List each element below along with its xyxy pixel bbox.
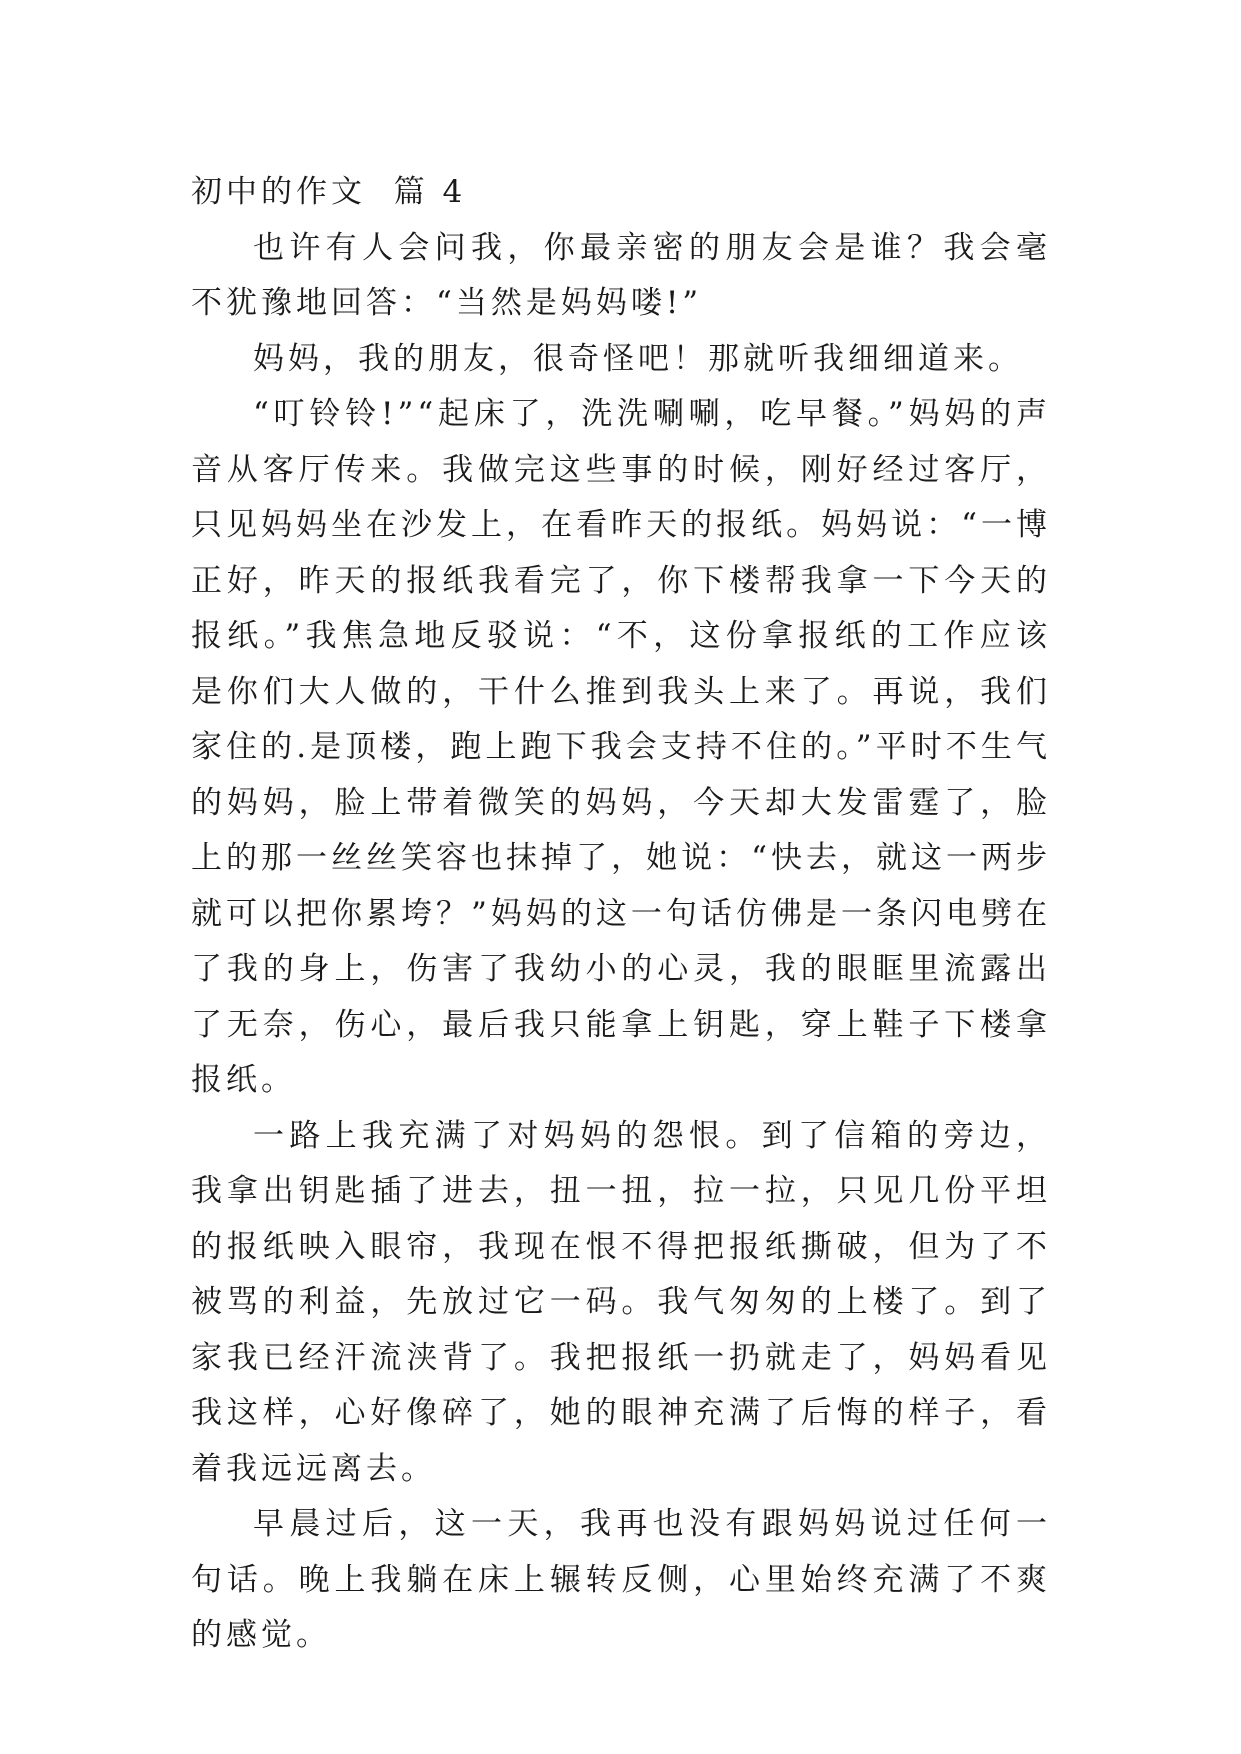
paragraph-3: “叮铃铃!”“起床了，洗洗唰唰，吃早餐。”妈妈的声音从客厅传来。我做完这些事的时候，刚好经过客厅，只见妈妈坐在沙发上，在看昨天的报纸。妈妈说：“一博正好，昨天的报纸我看完了，你下楼帮我拿一下今天的报纸。”我焦急地反驳说：“不，这份拿报纸的工作应该是你们大人做的，干什么推到我头上来了。再说，我们家住的.是顶楼，跑上跑下我会支持不住的。”平时不生气的妈妈，脸上带着微笑的妈妈，今天却大发雷霆了，脸上的那一丝丝笑容也抹掉了，她说：“快去，就这一两步就可以把你累垮？”妈妈的这一句话仿佛是一条闪电劈在了我的身上，伤害了我幼小的心灵，我的眼眶里流露出了无奈，伤心，最后我只能拿上钥匙，穿上鞋子下楼拿报纸。 <box>191 396 1051 1098</box>
paragraph-2: 妈妈，我的朋友，很奇怪吧！那就听我细细道来。 <box>253 340 1023 377</box>
paragraph-5: 早晨过后，这一天，我再也没有跟妈妈说过任何一句话。晚上我躺在床上辗转反侧，心里始终充满了不爽的感觉。 <box>191 1506 1051 1653</box>
document-title: 初中的作文 篇 4 <box>191 174 467 210</box>
paragraph-4: 一路上我充满了对妈妈的怨恨。到了信箱的旁边，我拿出钥匙插了进去，扭一扭，拉一拉，只见几份平坦的报纸映入眼帘，我现在恨不得把报纸撕破，但为了不被骂的利益，先放过它一码。我气匆匆的上楼了。到了家我已经汗流浃背了。我把报纸一扔就走了，妈妈看见我这样，心好像碎了，她的眼神充满了后悔的样子，看着我远远离去。 <box>191 1117 1051 1487</box>
paragraph-1: 也许有人会问我，你最亲密的朋友会是谁？我会毫不犹豫地回答：“当然是妈妈喽!” <box>191 229 1051 321</box>
document-body <box>191 165 1051 1664</box>
